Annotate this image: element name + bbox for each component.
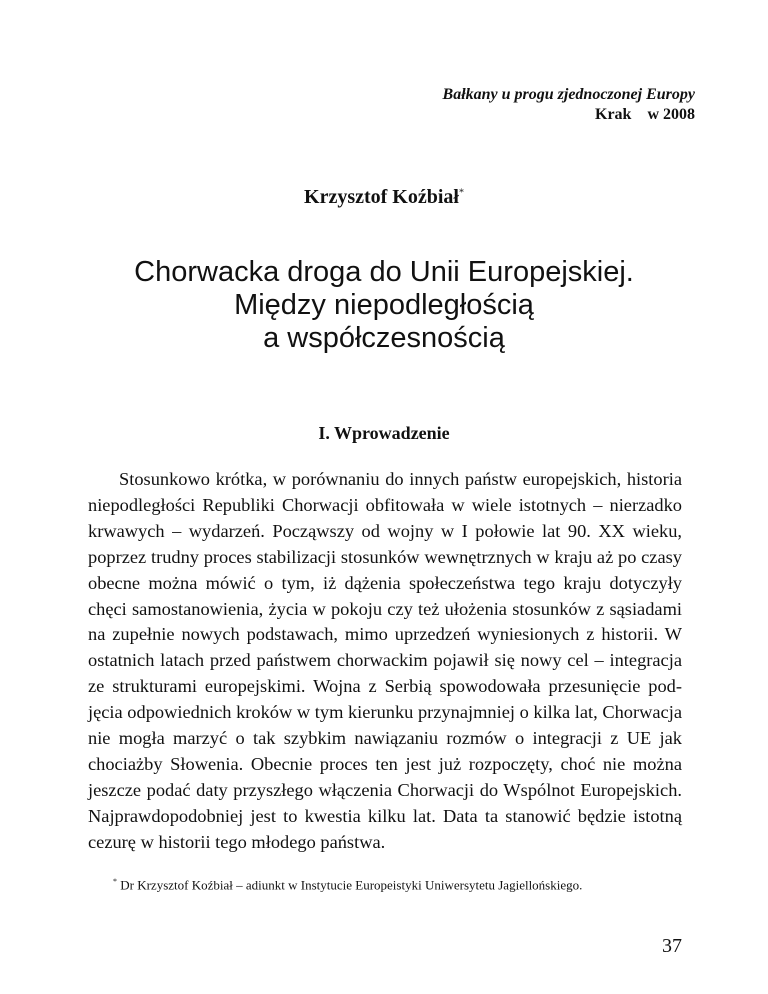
place-year: Krak w 2008 (595, 106, 695, 123)
author-name: Krzysztof Koźbiał (304, 186, 459, 208)
body-paragraph: Stosunkowo krótka, w porównaniu do innych państw europejskich, historia niepodległości Republiki Chorwacji obfitowała w wiele istotnych – nierzadko krwawych – wydarzeń. Począwszy od wojny w I połowie lat 90. XX wieku, poprzez trudny proces stabilizacji stosunków wewnętrznych w kraju aż po czasy obecne można mówić o tym, iż dążenia społeczeństwa tego kraju dotyczyły chęci samostanowienia, życia w pokoju czy też ułożenia stosunków z sąsiadami na zupełnie nowych podstawach, mimo uprzedzeń wyniesionych z historii. W ostatnich latach przed państwem chorwackim pojawił się nowy cel – integracja ze strukturami europejskimi. Wojna z Serbią spowodowała przesunięcie podjęcia odpowiednich kroków w tym kierunku przynajmniej o kilka lat, Chorwacja nie mogła marzyć o tak szybkim nawiązaniu rozmów o integracji z UE jak chociażby Słowenia. Obecnie proces ten jest już rozpoczęty, choć nie można jeszcze podać daty przyszłego włączenia Chorwacji do Wspólnot Europejskich. Najprawdopodobniej jest to kwestia kilku lat. Data ta stanowić będzie istotną cezurę w historii tego młodego państwa. (88, 469, 682, 852)
footnote-marker: * (113, 877, 117, 886)
footnote (113, 874, 582, 893)
section-heading: I. Wprowadzenie (318, 423, 450, 443)
title-line-1: Chorwacka droga do Unii Europejskiej. (134, 256, 634, 288)
article-title (0, 256, 768, 355)
author-line (0, 186, 768, 209)
running-header (443, 85, 695, 125)
title-line-3: a współczesnością (263, 322, 505, 354)
series-title: Bałkany u progu zjednoczonej Europy (442, 86, 695, 103)
title-line-2: Między niepodległością (234, 289, 534, 321)
author-footnote-marker: * (458, 187, 464, 199)
footnote-text: Dr Krzysztof Koźbiał – adiunkt w Instytucie Europeistyki Uniwersytetu Jagiellońskiego. (120, 877, 583, 893)
page-number: 37 (662, 935, 682, 957)
